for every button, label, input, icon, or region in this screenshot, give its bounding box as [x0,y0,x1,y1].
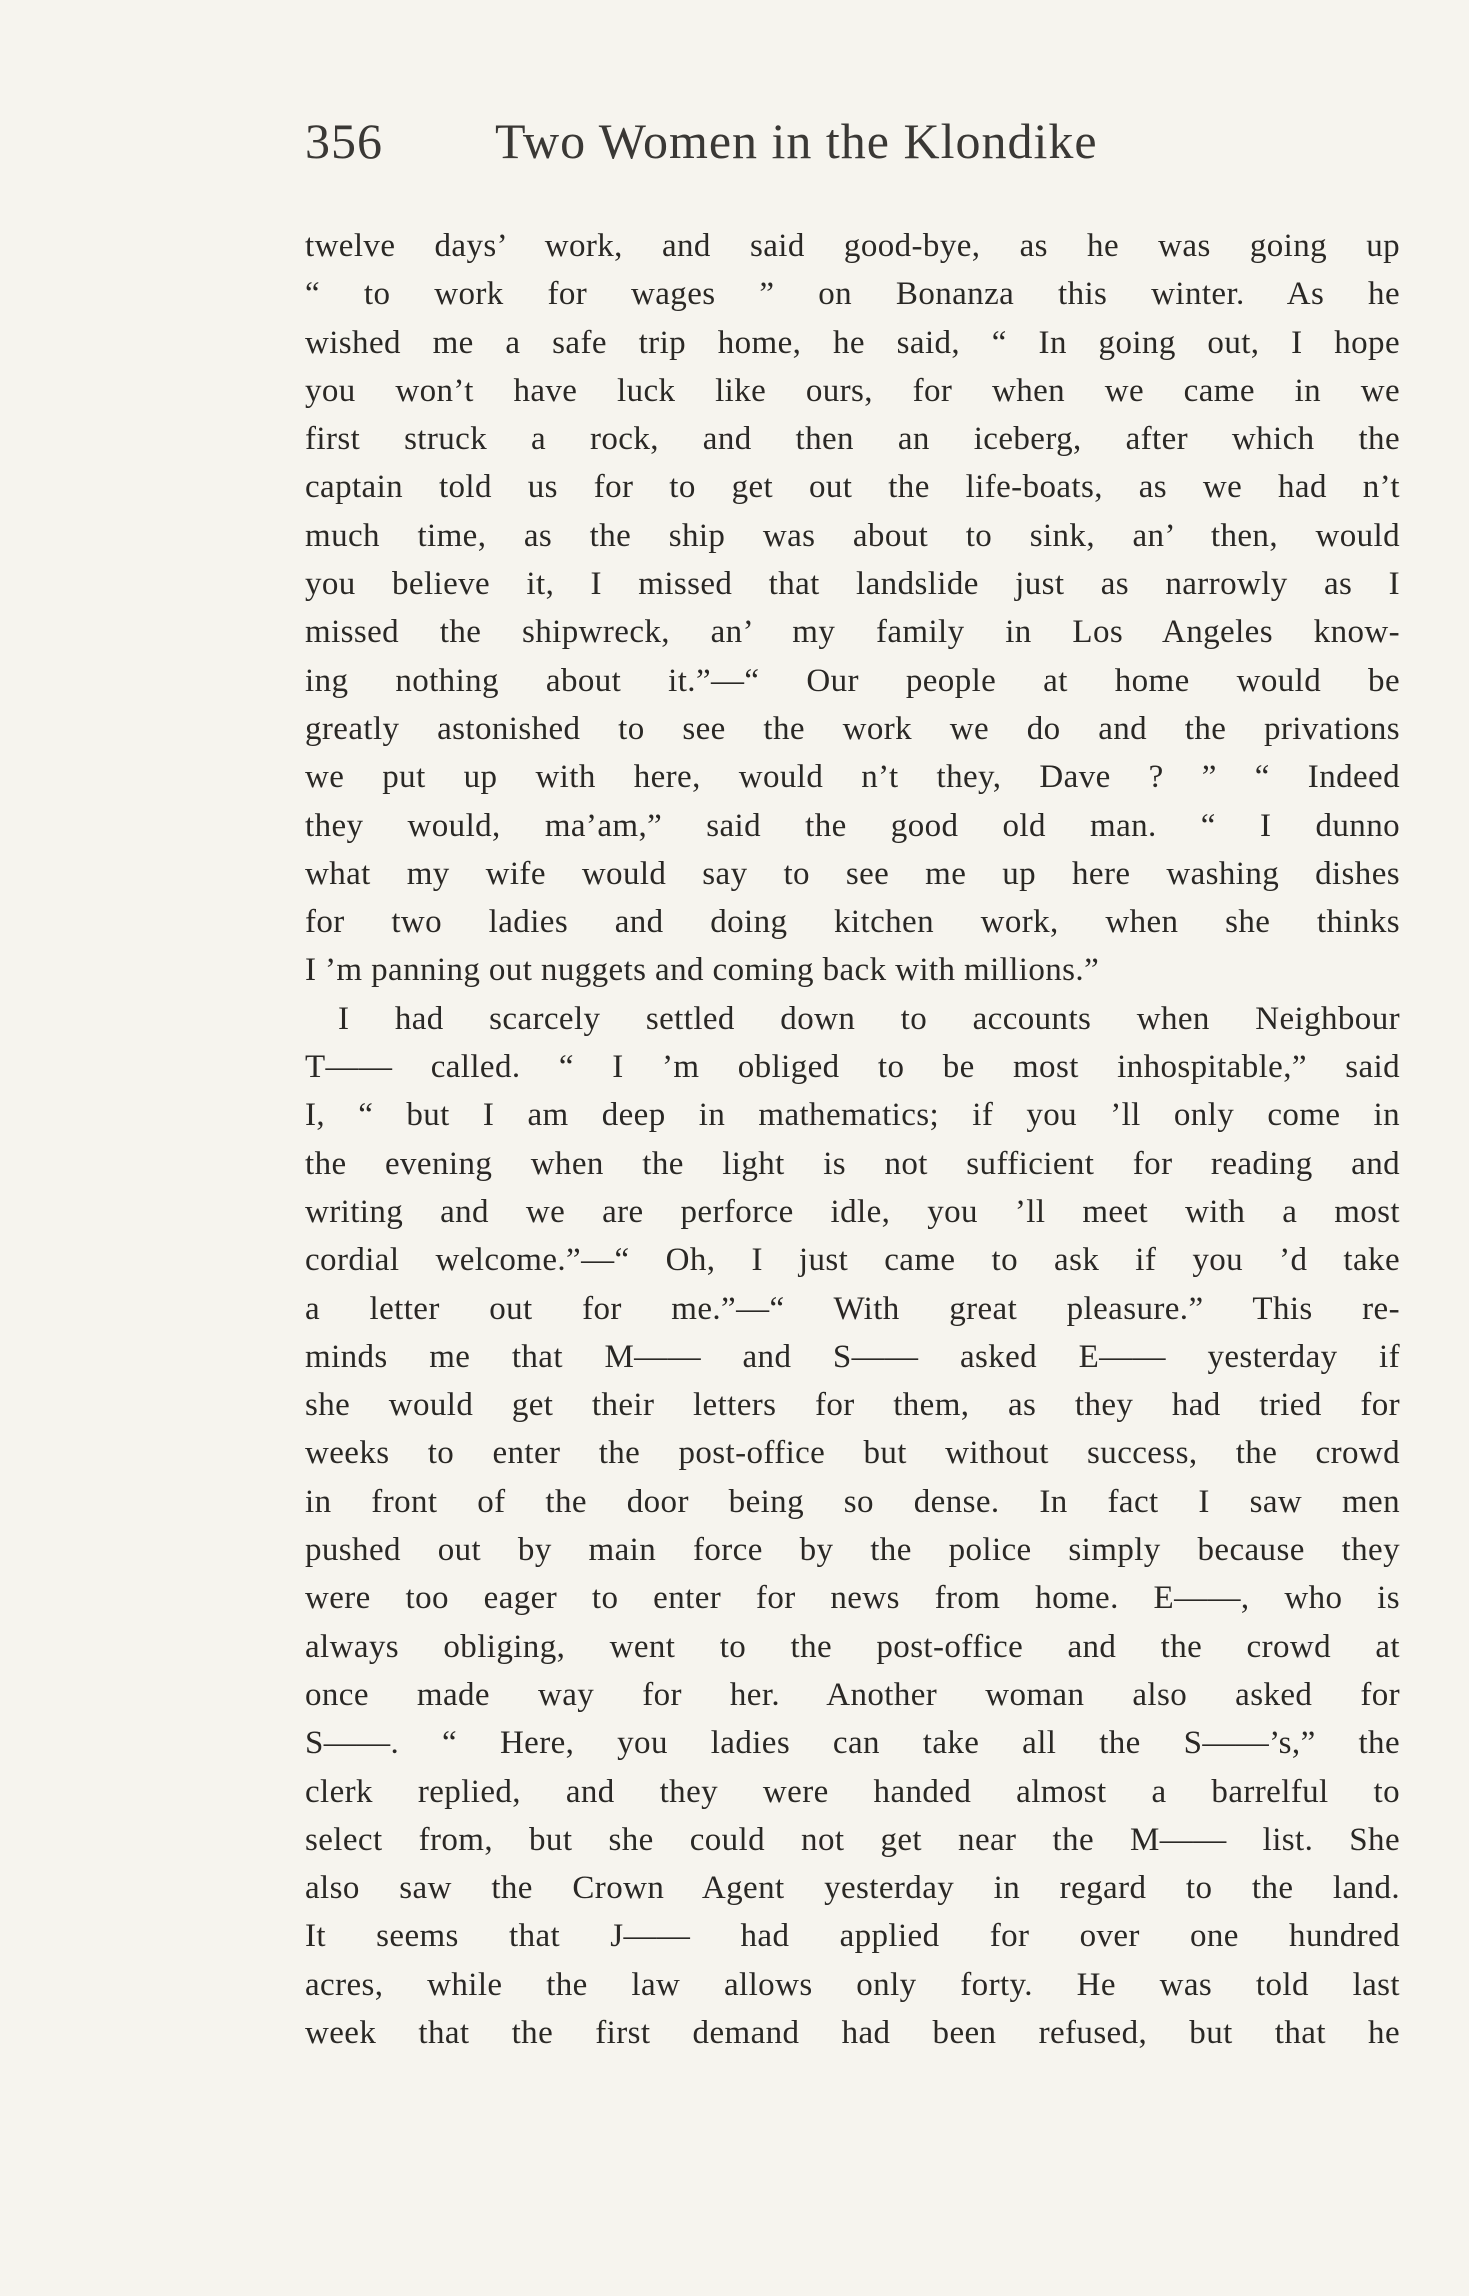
text-line: greatly astonished to see the work we do and the privations [305,710,1400,747]
text-line: I ’m panning out nuggets and coming back with millions.” [305,952,1100,989]
text-line: T—— called. “ I ’m obliged to be most inhospitable,” said [305,1049,1400,1086]
book-title: Two Women in the Klondike [495,113,1098,169]
text-line: she would get their letters for them, as they had tried for [305,1387,1400,1424]
text-line: cordial welcome.”—“ Oh, I just came to ask if you ’d take [305,1242,1400,1279]
text-line: were too eager to enter for news from home. E——, who is [305,1580,1400,1617]
text-line: “ to work for wages ” on Bonanza this winter. As he [305,276,1400,313]
text-line: acres, while the law allows only forty. He was told last [305,1966,1400,2003]
text-line: also saw the Crown Agent yesterday in regard to the land. [305,1870,1400,1907]
text-line: week that the first demand had been refused, but that he [305,2014,1400,2051]
text-line: a letter out for me.”—“ With great pleasure.” This re- [305,1290,1400,1327]
text-line: always obliging, went to the post-office and the crowd at [305,1628,1400,1665]
text-line: we put up with here, would n’t they, Dave ? ” “ Indeed [305,759,1400,796]
text-line: once made way for her. Another woman also asked for [305,1676,1400,1713]
text-line: writing and we are perforce idle, you ’ll meet with a most [305,1193,1400,1230]
text-line: first struck a rock, and then an iceberg, after which the [305,421,1400,458]
text-line: you won’t have luck like ours, for when we came in we [305,372,1400,409]
text-line: It seems that J—— had applied for over one hundred [305,1918,1400,1955]
running-head [305,112,1400,182]
text-line: S——. “ Here, you ladies can take all the S——’s,” the [305,1725,1400,1762]
text-line: weeks to enter the post-office but without success, the crowd [305,1435,1400,1472]
text-line: minds me that M—— and S—— asked E—— yesterday if [305,1338,1400,1375]
text-line: much time, as the ship was about to sink, an’ then, would [305,517,1400,554]
text-line: they would, ma’am,” said the good old man. “ I dunno [305,807,1400,844]
text-line: for two ladies and doing kitchen work, when she thinks [305,904,1400,941]
text-line: captain told us for to get out the life-boats, as we had n’t [305,469,1400,506]
text-line: I had scarcely settled down to accounts when Neighbour [338,1000,1400,1037]
text-line: wished me a safe trip home, he said, “ In going out, I hope [305,324,1400,361]
page-number: 356 [305,113,383,169]
text-line: pushed out by main force by the police simply because they [305,1532,1400,1569]
text-line: the evening when the light is not sufficient for reading and [305,1145,1400,1182]
text-line: you believe it, I missed that landslide just as narrowly as I [305,566,1400,603]
text-line: I, “ but I am deep in mathematics; if you ’ll only come in [305,1097,1400,1134]
text-line: ing nothing about it.”—“ Our people at home would be [305,662,1400,699]
text-line: clerk replied, and they were handed almost a barrelful to [305,1773,1400,1810]
text-line: missed the shipwreck, an’ my family in Los Angeles know- [305,614,1400,651]
text-line: in front of the door being so dense. In fact I saw men [305,1483,1400,1520]
text-line: twelve days’ work, and said good-bye, as he was going up [305,228,1400,264]
text-line: select from, but she could not get near the M—— list. She [305,1821,1400,1858]
body-text [305,222,1400,2057]
text-line: what my wife would say to see me up here washing dishes [305,855,1400,892]
